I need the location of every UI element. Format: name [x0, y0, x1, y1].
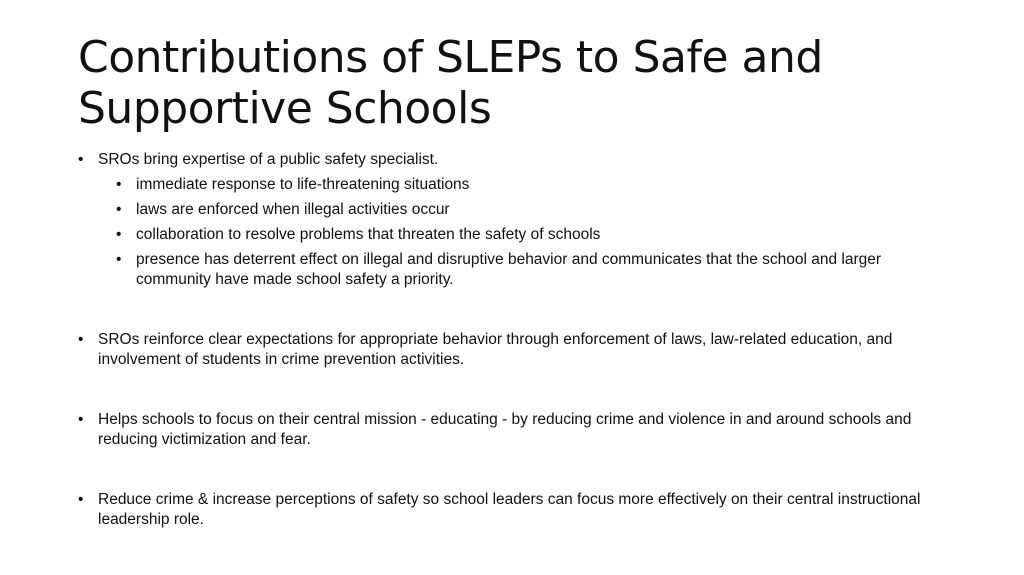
bullet-item — [78, 150, 948, 170]
bullet-icon: • — [116, 251, 122, 268]
bullet-icon: • — [116, 226, 122, 243]
bullet-icon: • — [78, 491, 84, 508]
bullet-text: SROs bring expertise of a public safety specialist. — [98, 151, 439, 168]
bullet-icon: • — [78, 151, 84, 168]
slide-body — [78, 150, 948, 530]
sub-bullet-item — [116, 225, 948, 245]
sub-bullet-text: immediate response to life-threatening situations — [136, 176, 470, 193]
bullet-item — [78, 410, 948, 450]
sub-bullet-text: collaboration to resolve problems that threaten the safety of schools — [136, 226, 601, 243]
sub-bullet-text: presence has deterrent effect on illegal and disruptive behavior and communicates that the school and larger community have made school safety a priority. — [136, 251, 882, 288]
bullet-item — [78, 490, 948, 530]
slide-title: Contributions of SLEPs to Safe and Supportive Schools — [78, 32, 823, 134]
bullet-text: Reduce crime & increase perceptions of safety so school leaders can focus more effectively on their central instructional leadership role. — [98, 491, 921, 528]
bullet-icon: • — [78, 331, 84, 348]
bullet-icon: • — [116, 201, 122, 218]
sub-bullet-item — [116, 200, 948, 220]
sub-bullet-item — [116, 250, 948, 290]
sub-bullet-text: laws are enforced when illegal activities occur — [136, 201, 450, 218]
bullet-text: SROs reinforce clear expectations for appropriate behavior through enforcement of laws, law-related education, and involvement of students in crime prevention activities. — [98, 331, 893, 368]
bullet-text: Helps schools to focus on their central mission - educating - by reducing crime and violence in and around schools and reducing victimization and fear. — [98, 411, 912, 448]
sub-bullet-item — [116, 175, 948, 195]
bullet-icon: • — [78, 411, 84, 428]
bullet-icon: • — [116, 176, 122, 193]
bullet-item — [78, 330, 948, 370]
